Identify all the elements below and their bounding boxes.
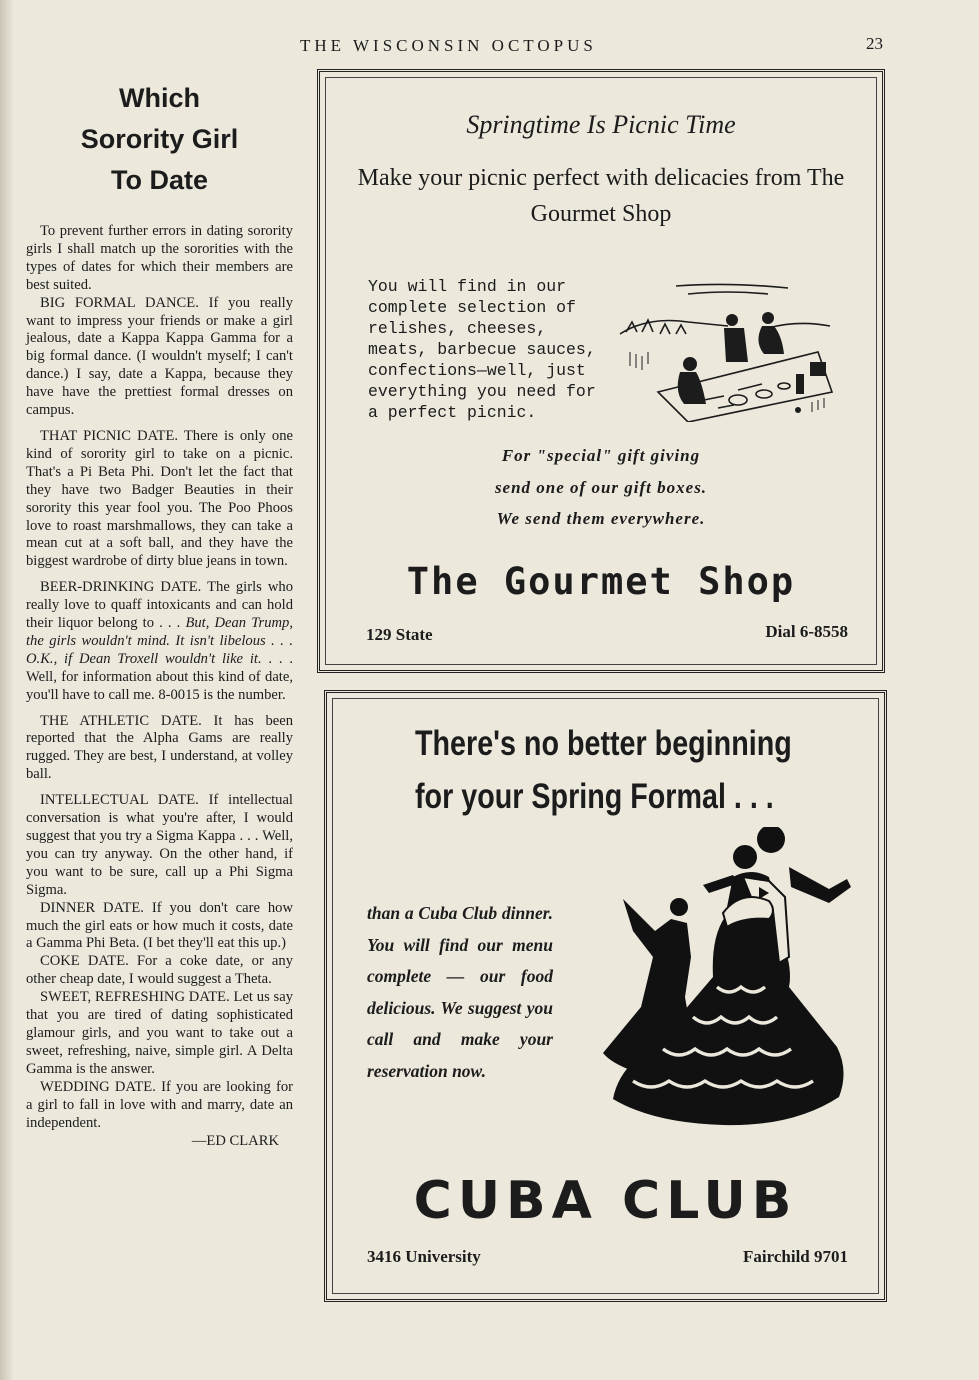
page-gutter-shadow bbox=[0, 0, 14, 1380]
article-paragraph: To prevent further errors in dating sorority girls I shall match up the sororities with the types of dates for which their members are best suited. bbox=[26, 223, 293, 293]
page-number: 23 bbox=[866, 34, 883, 53]
picnic-scene-icon bbox=[618, 282, 840, 422]
article-text: . . . Well, for information about this kind of date, you'll have to call me. 8-0015 is the number. bbox=[26, 650, 293, 703]
gourmet-offer-line: For "special" gift giving bbox=[501, 446, 701, 465]
article-title bbox=[26, 78, 293, 201]
cuba-body-copy: than a Cuba Club dinner. You will find our menu complete — our food delicious. We suggest you call and make your reservation now. bbox=[367, 903, 553, 1081]
article-byline: —ED CLARK bbox=[191, 1133, 279, 1150]
article-text: BEER-DRINKING DATE. The girls who really love to quaff intoxicants and can hold their liquor belong to . . . bbox=[26, 579, 293, 632]
article-title-line: To Date bbox=[110, 165, 208, 195]
cuba-headline-line: There's no better beginning bbox=[415, 724, 792, 763]
gourmet-gift-offer bbox=[320, 440, 882, 535]
article-paragraph: BIG FORMAL DANCE. If you really want to impress your friends or make a girl jealous, date a Kappa Kappa Gamma for a big formal dance. (I wouldn't myself; I can't dance.) I say, date a Kappa, because they have have the prettiest formal dresses on campus. bbox=[26, 294, 293, 419]
gourmet-shop-name: The Gourmet Shop bbox=[406, 560, 796, 603]
gourmet-address: 129 State bbox=[366, 625, 433, 644]
gourmet-subhead: Make your picnic perfect with delicacies from The Gourmet Shop bbox=[357, 165, 845, 227]
article-paragraph: WEDDING DATE. If you are looking for a girl to fall in love with and marry, date an independent. bbox=[26, 1078, 293, 1131]
cuba-club-ad bbox=[324, 690, 887, 1302]
dancing-couple-silhouette-icon bbox=[593, 827, 857, 1127]
gourmet-offer-line: We send them everywhere. bbox=[496, 509, 706, 528]
article-title-line: Which bbox=[119, 83, 200, 113]
article-paragraph: THAT PICNIC DATE. There is only one kind of sorority girl to take on a picnic. That's a Pi Beta Phi. Don't let the fact that they have two Badger Beauties in their sorority this year fool you. The Poo Phoos love to roast marshmallows, they can take a mean cut at a soft ball, and they have the biggest wardrobe of dirty blue jeans in town. bbox=[26, 427, 293, 570]
article-paragraph: COKE DATE. For a coke date, or any other cheap date, I would suggest a Theta. bbox=[26, 953, 293, 988]
article-italic-aside: But, Dean Trump, the girls wouldn't mind. It isn't libelous . . . O.K., if Dean Troxell wouldn't like it. bbox=[26, 615, 293, 667]
article-paragraph: DINNER DATE. If you don't care how much the girl eats or how much it costs, date a Gamma Phi Beta. (I bet they'll eat this up.) bbox=[26, 899, 293, 952]
article-column bbox=[26, 78, 293, 1150]
article-paragraph: INTELLECTUAL DATE. If intellectual conversation is what you're after, I would suggest that you try a Sigma Kappa . . . Well, you can try anyway. On the other hand, if you want to be sure, call up a Phi Sigma Sigma. bbox=[26, 792, 293, 898]
cuba-headline-line: for your Spring Formal . . . bbox=[415, 777, 774, 816]
cuba-phone: Fairchild 9701 bbox=[743, 1247, 848, 1266]
running-head: THE WISCONSIN OCTOPUS bbox=[300, 36, 597, 55]
cuba-address: 3416 University bbox=[367, 1247, 481, 1266]
article-paragraph: THE ATHLETIC DATE. It has been reported that the Alpha Gams are really rugged. They are best, I understand, at volley ball. bbox=[26, 712, 293, 783]
gourmet-shop-ad bbox=[317, 69, 885, 673]
cuba-club-name: CUBA CLUB bbox=[413, 1171, 798, 1231]
gourmet-body-copy: You will find in our complete selection of relishes, cheeses, meats, barbecue sauces, confections—well, just everything you need for a perfect picnic. bbox=[368, 277, 596, 422]
gourmet-offer-line: send one of our gift boxes. bbox=[494, 477, 708, 497]
article-title-line: Sorority Girl bbox=[80, 124, 239, 154]
gourmet-phone: Dial 6-8558 bbox=[765, 622, 848, 641]
article-paragraph: SWEET, REFRESHING DATE. Let us say that you are tired of dating sophisticated glamour girls, and you want to take out a sweet, refreshing, naive, simple girl. A Delta Gamma is the answer. bbox=[26, 989, 293, 1077]
cuba-headline bbox=[415, 717, 792, 823]
article-paragraph bbox=[26, 579, 293, 704]
gourmet-headline: Springtime Is Picnic Time bbox=[466, 110, 736, 139]
